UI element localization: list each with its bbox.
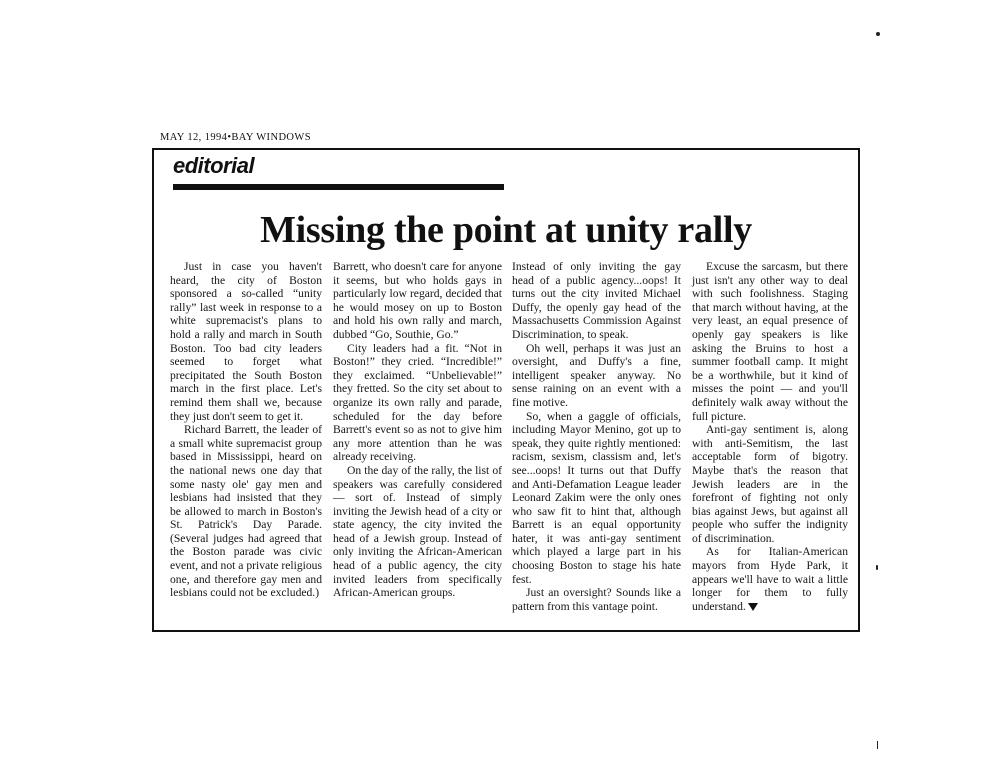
paragraph: Anti-gay sentiment is, along with anti-Semitism, the last acceptable form of bigotry. Maybe that's the reason that Jewish leaders are in the forefront of fighting not only bias against Jews, but against all people who suffer the indignity of discrimination. [692, 423, 848, 545]
column-3 [512, 260, 681, 613]
paragraph: Just in case you haven't heard, the city of Boston sponsored a so-called “unity rally” last week in response to a white supremacist's plans to hold a rally and march in South Boston. Too bad city leaders seemed to forget what precipitated the South Boston march in the first place. Let's remind them shall we, because they just don't seem to get it. [170, 260, 322, 423]
paragraph: Richard Barrett, the leader of a small white supremacist group based in Mississippi, heard on the national news one day that some nasty ole' gay men and lesbians had insisted that they be allowed to march in Boston's St. Patrick's Day Parade. (Several judges had agreed that the Boston parade was civic event, and not a private religious one, and therefore gay men and lesbians could not be excluded.) [170, 423, 322, 600]
column-2 [333, 260, 502, 600]
scan-speck [877, 741, 878, 749]
paragraph [692, 545, 848, 613]
paragraph: Barrett, who doesn't care for anyone it seems, but who holds gays in particularly low regard, decided that he would mosey on up to Boston and hold his own rally and march, dubbed “Go, Southie, Go.” [333, 260, 502, 341]
paragraph: Excuse the sarcasm, but there just isn't any other way to deal with such foolishness. Staging that march without having, at the very least, an equal presence of openly gay speakers is like asking the Bruins to host a summer football camp. It might be a worthwhile, but it kind of misses the point — and you'll definitely walk away without the full picture. [692, 260, 848, 423]
paragraph: Instead of only inviting the gay head of a public agency...oops! It turns out the city invited Michael Duffy, the openly gay head of the Massachusetts Commission Against Discrimination, to speak. [512, 260, 681, 341]
scan-speck [876, 32, 880, 36]
scan-speck [876, 565, 878, 570]
paragraph-text: As for Italian-American mayors from Hyde Park, it appears we'll have to wait a little longer for them to fully understand. [692, 545, 848, 613]
dateline: MAY 12, 1994•BAY WINDOWS [160, 132, 311, 143]
section-label: editorial [173, 153, 255, 178]
paragraph: So, when a gaggle of officials, including Mayor Menino, got up to speak, they quite rightly mentioned: racism, sexism, classism and, let's see...oops! It turns out that Duffy and Anti-Defamation League leader Leonard Zakim were the only ones who saw fit to hint that, although Barrett is an equal opportunity hater, it was anti-gay sentiment which played a large part in his choosing Boston to stage his hate fest. [512, 409, 681, 586]
paragraph: City leaders had a fit. “Not in Boston!” they cried. “Incredible!” they exclaimed. “Unbelievable!” they fretted. So the city set about to organize its own rally and parade, scheduled for the day before Barrett's event so as not to give him any more attention than he was already receiving. [333, 341, 502, 464]
section-rule [173, 184, 504, 190]
paragraph: Just an oversight? Sounds like a pattern from this vantage point. [512, 586, 681, 613]
paragraph: Oh well, perhaps it was just an oversight, and Duffy's a fine, intelligent speaker anyway. No sense raining on an event with a fine motive. [512, 341, 681, 409]
column-4 [692, 260, 848, 613]
paragraph: On the day of the rally, the list of speakers was carefully considered — sort of. Instead of simply inviting the Jewish head of a city or state agency, the city invited the head of a Jewish group. Instead of only inviting the African-American head of a public agency, the city invited leaders from specifically African-American groups. [333, 463, 502, 600]
column-1 [170, 260, 322, 600]
end-mark-icon [748, 603, 758, 611]
headline: Missing the point at unity rally [260, 209, 752, 251]
